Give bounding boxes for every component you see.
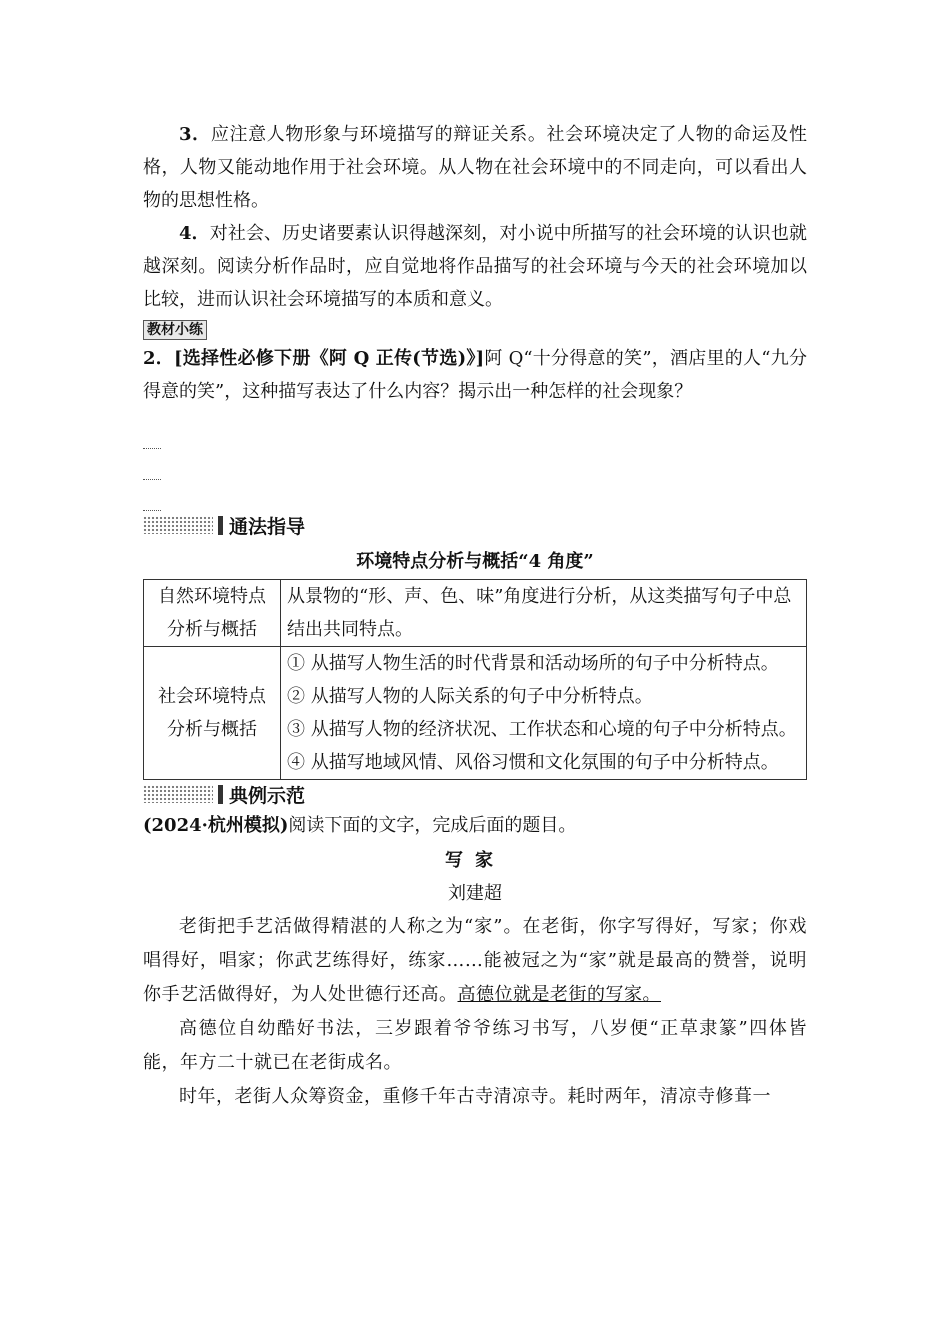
example-section-heading	[143, 780, 807, 808]
table-row-label: 社会环境特点分析与概括	[144, 647, 281, 780]
table-row	[144, 647, 807, 780]
table-cell-line: 从景物的“形、声、色、味”角度进行分析，从这类描写句子中总结出共同特点。	[287, 586, 792, 640]
dotted-pattern	[143, 785, 213, 803]
table-cell-line: ② 从描写人物的人际关系的句子中分析特点。	[287, 686, 653, 707]
story-paragraph: 高德位自幼酷好书法，三岁跟着爷爷练习书写，八岁便“正草隶篆”四体皆能，年方二十就已在老街成名。	[143, 1018, 807, 1073]
heading-bar	[218, 785, 223, 804]
story-paragraph: 时年，老街人众筹资金，重修千年古寺清凉寺。耗时两年，清凉寺修葺一	[179, 1086, 771, 1107]
table-cell-line: ③ 从描写人物的经济状况、工作状态和心境的句子中分析特点。	[287, 719, 797, 740]
method-section-heading	[143, 511, 807, 539]
dotted-pattern	[143, 516, 213, 534]
table-row-label: 自然环境特点分析与概括	[144, 580, 281, 647]
table-cell-line: ④ 从描写地域风情、风俗习惯和文化氛围的句子中分析特点。	[287, 752, 779, 773]
table-title: 环境特点分析与概括“4 角度”	[356, 551, 594, 572]
table-row-content	[281, 580, 807, 647]
exercise-tag: 教材小练	[143, 320, 207, 340]
example-source	[143, 808, 807, 844]
point-4-text: 对社会、历史诸要素认识得越深刻，对小说中所描写的社会环境的认识也就越深刻。阅读分析作品时，应自觉地将作品描写的社会环境与今天的社会环境加以比较，进而认识社会环境描写的本质和意义。	[143, 223, 807, 310]
exercise-question	[143, 342, 807, 408]
point-4	[143, 217, 807, 316]
answer-line[interactable]	[143, 449, 161, 480]
answer-line[interactable]	[143, 418, 161, 449]
exercise-text: 阿 Q“十分得意的笑”，酒店里的人“九分得意的笑”，这种描写表达了什么内容？揭示出一种怎样的社会现象？	[143, 348, 807, 402]
story-title: 写家	[445, 850, 505, 871]
example-instruction: 阅读下面的文字，完成后面的题目。	[288, 815, 577, 836]
document-page	[143, 118, 807, 1114]
table-row-content	[281, 647, 807, 780]
story-author: 刘建超	[448, 883, 502, 904]
table-cell-line: ① 从描写人物生活的时代背景和活动场所的句子中分析特点。	[287, 653, 779, 674]
point-3-text: 应注意人物形象与环境描写的辩证关系。社会环境决定了人物的命运及性格，人物又能动地作用于社会环境。从人物在社会环境中的不同走向，可以看出人物的思想性格。	[143, 124, 807, 211]
point-3	[143, 118, 807, 217]
example-source-label: (2024·杭州模拟)	[143, 815, 289, 836]
heading-bar	[218, 516, 223, 535]
story-paragraph	[143, 910, 807, 1012]
table-row	[144, 580, 807, 647]
point-3-number: 3．	[179, 124, 211, 145]
method-heading: 通法指导	[229, 515, 306, 538]
answer-blanks	[143, 418, 807, 511]
exercise-number: 2．	[143, 348, 175, 369]
exercise-source: [选择性必修下册《阿 Q 正传(节选)》]	[174, 348, 485, 369]
underlined-sentence: 高德位就是老街的写家。	[457, 984, 661, 1005]
point-4-number: 4．	[179, 223, 210, 244]
story-text: 老街把手艺活做得精湛的人称之为“家”。在老街，你字写得好，写家；你戏唱得好，唱家；你武艺练得好，练家……能被冠之为“家”就是最高的赞誉，说明你手艺活做得好，为人处世德行还高。	[143, 916, 807, 1005]
method-table	[143, 579, 807, 780]
answer-line[interactable]	[143, 480, 161, 511]
example-heading: 典例示范	[229, 784, 306, 807]
